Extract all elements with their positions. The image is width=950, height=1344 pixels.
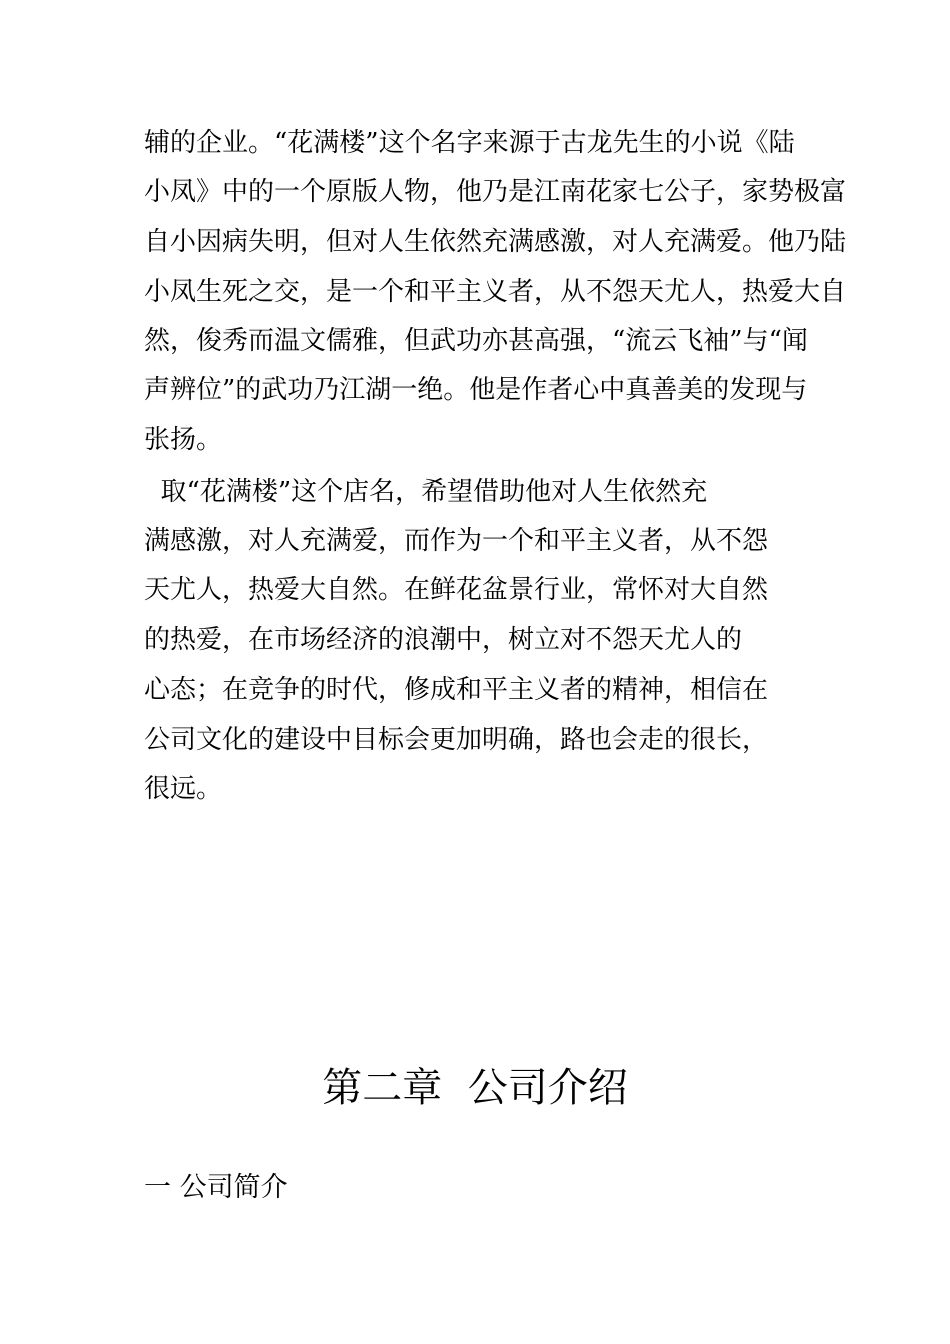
section-heading: 一 公司简介	[144, 1172, 288, 1203]
paragraph-1-line-3: 自小因病失明，但对人生依然充满感激，对人充满爱。他乃陆	[144, 227, 847, 257]
paragraph-2-line-1: 取“花满楼”这个店名，希望借助他对人生依然充	[144, 477, 708, 507]
paragraph-2-line-3: 天尤人，热爱大自然。在鲜花盆景行业，常怀对大自然	[144, 575, 769, 605]
chapter-title: 第二章 公司介绍	[322, 1065, 628, 1111]
paragraph-2-line-4: 的热爱，在市场经济的浪潮中，树立对不怨天尤人的	[144, 625, 743, 655]
paragraph-1-line-1: 辅的企业。“花满楼”这个名字来源于古龙先生的小说《陆	[144, 128, 795, 158]
paragraph-1-line-5: 然，俊秀而温文儒雅，但武功亦甚高强，“流云飞袖”与“闻	[144, 326, 808, 356]
paragraph-2-line-6: 公司文化的建设中目标会更加明确，路也会走的很长，	[144, 725, 769, 755]
paragraph-2-line-2: 满感激，对人充满爱，而作为一个和平主义者，从不怨	[144, 526, 769, 556]
paragraph-1-line-6: 声辨位”的武功乃江湖一绝。他是作者心中真善美的发现与	[144, 375, 808, 405]
paragraph-1-line-2: 小凤》中的一个原版人物，他乃是江南花家七公子，家势极富	[144, 177, 847, 207]
paragraph-1-line-7: 张扬。	[144, 425, 223, 455]
paragraph-1-line-4: 小凤生死之交，是一个和平主义者，从不怨天尤人，热爱大自	[144, 277, 847, 307]
paragraph-2-line-5: 心态；在竞争的时代，修成和平主义者的精神，相信在	[144, 675, 769, 705]
paragraph-2-line-7: 很远。	[144, 774, 223, 804]
